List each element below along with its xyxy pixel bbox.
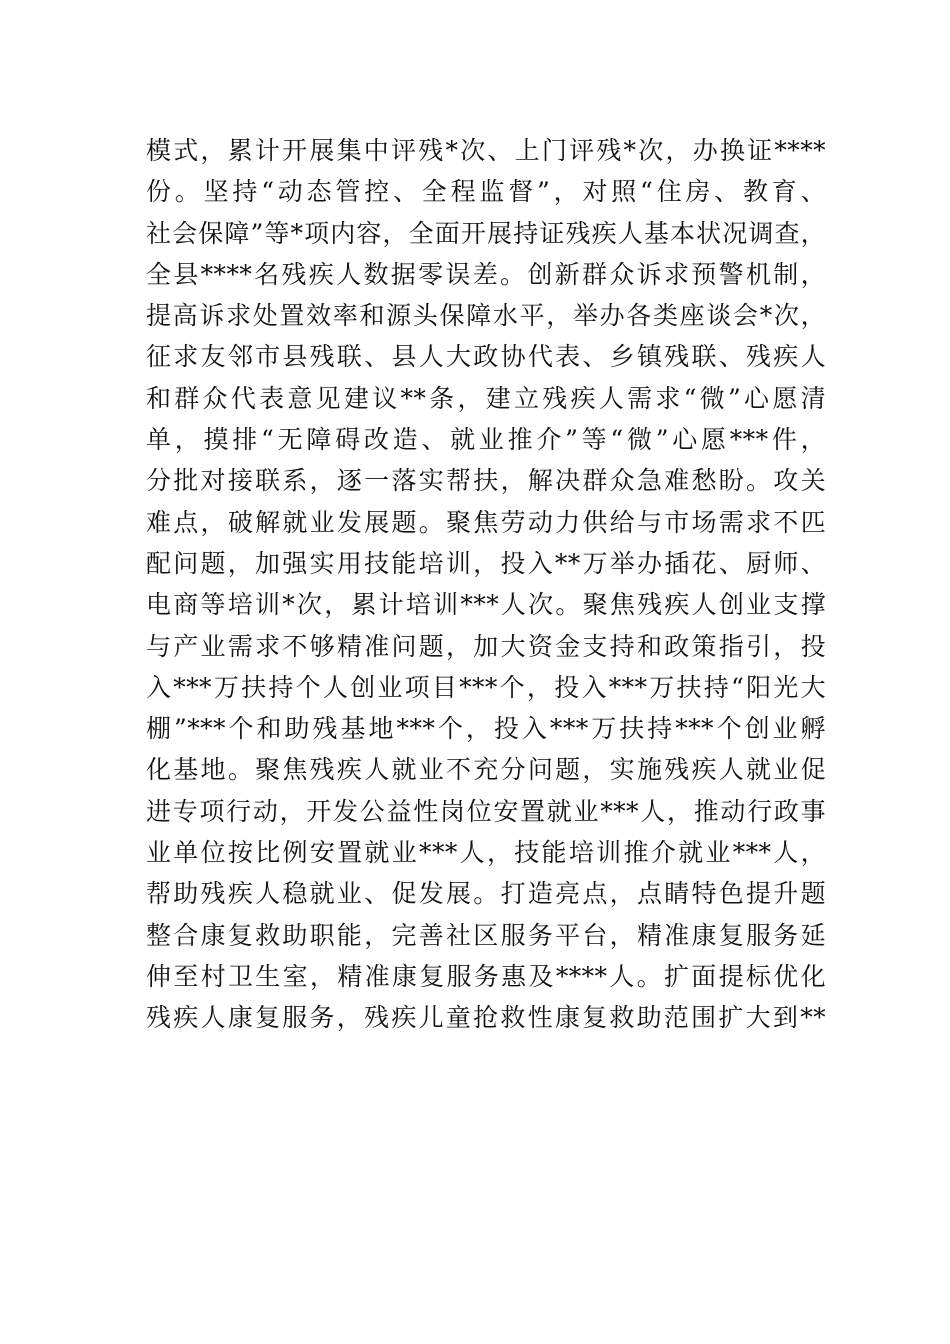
text-line: 整合康复救助职能，完善社区服务平台，精准康复服务延 xyxy=(146,920,826,950)
text-line: 提高诉求处置效率和源头保障水平，举办各类座谈会*次， xyxy=(146,301,826,331)
text-line: 业单位按比例安置就业***人，技能培训推介就业***人， xyxy=(146,838,826,868)
text-line: 入***万扶持个人创业项目***个，投入***万扶持“阳光大 xyxy=(146,672,826,702)
text-line: 残疾人康复服务，残疾儿童抢救性康复救助范围扩大到** xyxy=(146,1003,826,1033)
text-line: 伸至村卫生室，精准康复服务惠及****人。扩面提标优化 xyxy=(146,961,826,991)
text-line: 帮助残疾人稳就业、促发展。打造亮点，点睛特色提升题 xyxy=(146,879,826,909)
text-line: 与产业需求不够精准问题，加大资金支持和政策指引，投 xyxy=(146,631,826,661)
text-line: 单，摸排“无障碍改造、就业推介”等“微”心愿***件， xyxy=(146,425,826,455)
text-line: 征求友邻市县残联、县人大政协代表、乡镇残联、残疾人 xyxy=(146,342,826,372)
text-line: 分批对接联系，逐一落实帮扶，解决群众急难愁盼。攻关 xyxy=(146,466,826,496)
text-line: 棚”***个和助残基地***个，投入***万扶持***个创业孵 xyxy=(146,714,826,744)
text-line: 全县****名残疾人数据零误差。创新群众诉求预警机制， xyxy=(146,259,826,289)
text-line: 份。坚持“动态管控、全程监督”，对照“住房、教育、 xyxy=(146,177,826,207)
text-line: 化基地。聚焦残疾人就业不充分问题，实施残疾人就业促 xyxy=(146,755,826,785)
text-line: 难点，破解就业发展题。聚焦劳动力供给与市场需求不匹 xyxy=(146,507,826,537)
text-line: 配问题，加强实用技能培训，投入**万举办插花、厨师、 xyxy=(146,548,826,578)
text-line: 和群众代表意见建议**条，建立残疾人需求“微”心愿清 xyxy=(146,383,826,413)
text-line: 模式，累计开展集中评残*次、上门评残*次，办换证**** xyxy=(146,136,826,165)
body-text xyxy=(146,130,826,1039)
text-line: 社会保障”等*项内容，全面开展持证残疾人基本状况调查， xyxy=(146,218,826,248)
text-line: 进专项行动，开发公益性岗位安置就业***人，推动行政事 xyxy=(146,796,826,826)
text-line: 电商等培训*次，累计培训***人次。聚焦残疾人创业支撑 xyxy=(146,590,826,620)
